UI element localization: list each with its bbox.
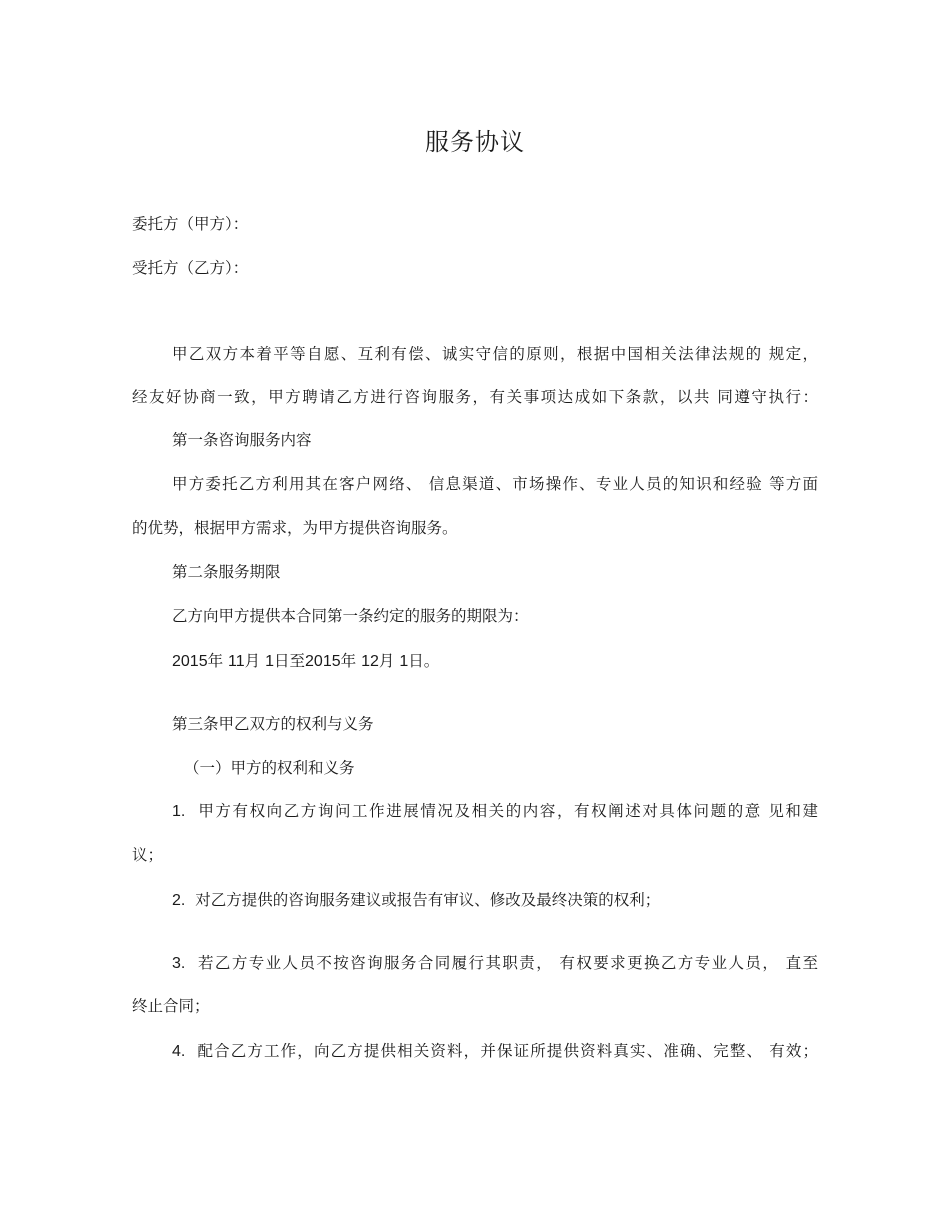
list-item-1-line-2: 议； bbox=[132, 846, 164, 864]
list-item-number: 1. bbox=[172, 803, 186, 820]
list-item-4 bbox=[172, 1041, 818, 1062]
start-day: 1 bbox=[265, 653, 275, 670]
list-item-3-line-1 bbox=[172, 953, 818, 974]
article-3-subheading-1: （一）甲方的权利和义务 bbox=[184, 759, 355, 777]
end-year: 2015 bbox=[305, 653, 341, 670]
article-2-text: 乙方向甲方提供本合同第一条约定的服务的期限为： bbox=[172, 607, 529, 625]
end-day: 1 bbox=[399, 653, 409, 670]
article-2-heading: 第二条服务期限 bbox=[172, 563, 281, 581]
list-item-2 bbox=[172, 890, 660, 911]
party-a-line: 委托方（甲方）： bbox=[132, 215, 249, 233]
article-1-line-1: 甲方委托乙方利用其在客户网络、 信息渠道、市场操作、专业人员的知识和经验 等方面 bbox=[172, 475, 818, 493]
preamble-line-1: 甲乙双方本着平等自愿、互利有偿、诚实守信的原则，根据中国相关法律法规的 规定， bbox=[172, 345, 818, 363]
article-2-period bbox=[172, 651, 439, 672]
list-item-number: 3. bbox=[172, 955, 186, 972]
year-char: 年 bbox=[207, 652, 224, 670]
day-end-char: 日。 bbox=[408, 652, 440, 670]
list-item-text: 若乙方专业人员不按咨询服务合同履行其职责， 有权要求更换乙方专业人员， 直至 bbox=[198, 954, 818, 972]
start-month: 11 bbox=[228, 653, 245, 670]
list-item-number: 4. bbox=[172, 1043, 186, 1060]
day-to-char: 日至 bbox=[274, 652, 306, 670]
month-char: 月 bbox=[378, 652, 395, 670]
list-item-text: 对乙方提供的咨询服务建议或报告有审议、修改及最终决策的权利； bbox=[195, 891, 661, 909]
article-1-line-2: 的优势，根据甲方需求，为甲方提供咨询服务。 bbox=[132, 519, 458, 537]
preamble-line-2: 经友好协商一致，甲方聘请乙方进行咨询服务，有关事项达成如下条款，以共 同遵守执行： bbox=[132, 388, 818, 406]
list-item-text: 配合乙方工作，向乙方提供相关资料，并保证所提供资料真实、准确、完整、 有效； bbox=[197, 1042, 818, 1060]
start-year: 2015 bbox=[172, 653, 208, 670]
document-title: 服务协议 bbox=[425, 128, 525, 156]
list-item-1-line-1 bbox=[172, 801, 818, 822]
list-item-number: 2. bbox=[172, 892, 186, 909]
article-1-heading: 第一条咨询服务内容 bbox=[172, 431, 312, 449]
article-3-heading: 第三条甲乙双方的权利与义务 bbox=[172, 715, 374, 733]
list-item-text: 甲方有权向乙方询问工作进展情况及相关的内容，有权阐述对具体问题的意 见和建 bbox=[198, 802, 818, 820]
list-item-3-line-2: 终止合同； bbox=[132, 997, 210, 1015]
party-b-line: 受托方（乙方）： bbox=[132, 259, 249, 277]
month-char: 月 bbox=[244, 652, 261, 670]
year-char: 年 bbox=[340, 652, 357, 670]
end-month: 12 bbox=[361, 653, 379, 670]
